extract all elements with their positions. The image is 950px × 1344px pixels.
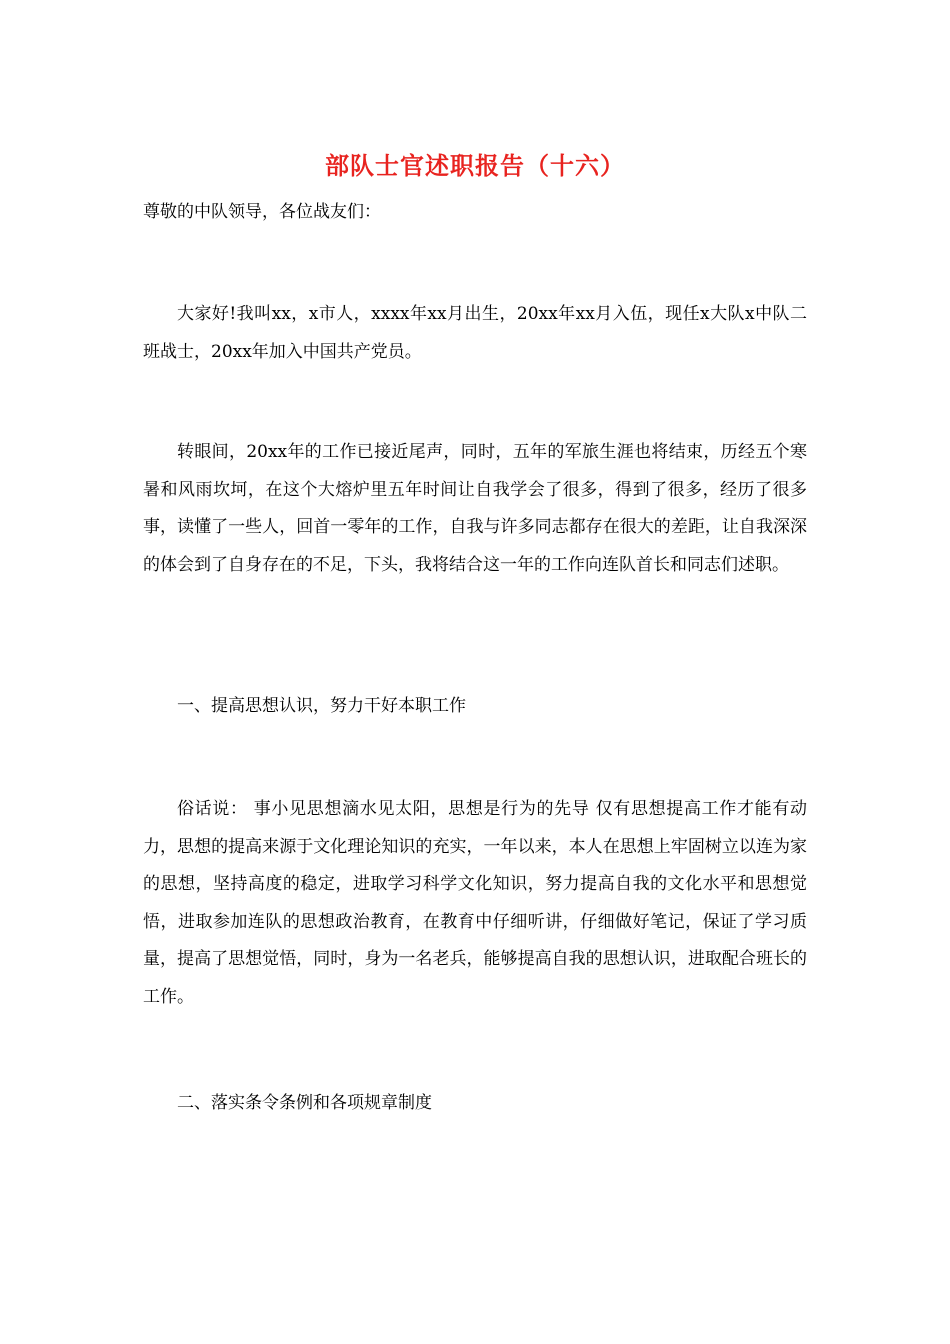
paragraph-intro: 大家好!我叫xx，x市人，xxxx年xx月出生，20xx年xx月入伍，现任x大队x中队二班战士，20xx年加入中国共产党员。 (143, 304, 807, 362)
paragraph-summary: 转眼间，20xx年的工作已接近尾声，同时，五年的军旅生涯也将结束，历经五个寒暑和风雨坎坷，在这个大熔炉里五年时间让自我学会了很多，得到了很多，经历了很多事，读懂了一些人，回首一零年的工作，自我与许多同志都存在很大的差距，让自我深深的体会到了自身存在的不足，下头，我将结合这一年的工作向连队首长和同志们述职。 (143, 442, 807, 575)
salutation: 尊敬的中队领导，各位战友们： (143, 202, 381, 222)
section-heading-2: 二、落实条令条例和各项规章制度 (177, 1093, 432, 1113)
document-title: 部队士官述职报告（十六） (325, 151, 625, 180)
paragraph-ideology: 俗话说： 事小见思想滴水见太阳，思想是行为的先导 仅有思想提高工作才能有动力，思想的提高来源于文化理论知识的充实，一年以来，本人在思想上牢固树立以连为家的思想，坚持高度的稳定，进取学习科学文化知识，努力提高自我的文化水平和思想觉悟，进取参加连队的思想政治教育，在教育中仔细听讲，仔细做好笔记，保证了学习质量，提高了思想觉悟，同时，身为一名老兵，能够提高自我的思想认识，进取配合班长的工作。 (143, 799, 807, 1007)
section-heading-1: 一、提高思想认识，努力干好本职工作 (177, 696, 466, 716)
